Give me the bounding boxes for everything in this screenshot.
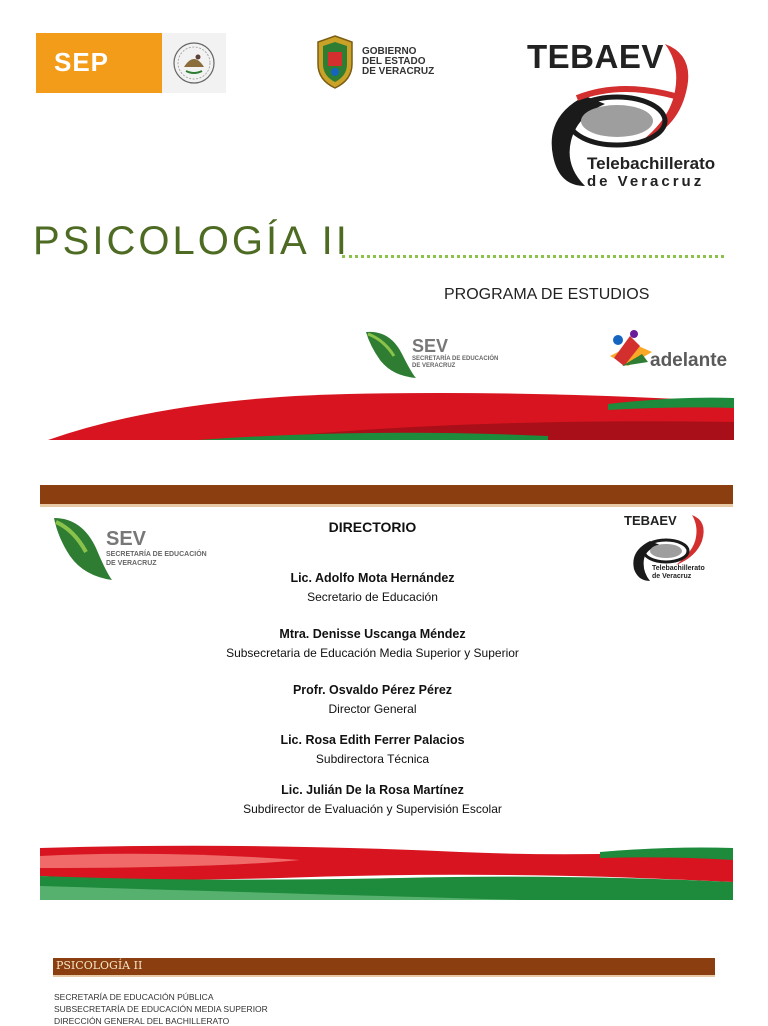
page-header-bar <box>53 958 715 975</box>
decorative-wave-2 <box>40 842 733 900</box>
gobierno-line-1: GOBIERNO <box>362 46 417 57</box>
page-header-bar-underline <box>53 975 715 977</box>
gobierno-line-3: DE VERACRUZ <box>362 66 435 77</box>
adelante-logo <box>604 326 730 378</box>
program-label: PROGRAMA DE ESTUDIOS <box>444 286 650 303</box>
tebaev-logo <box>525 36 725 191</box>
sev-directory-sub-line-1: SECRETARÍA DE EDUCACIÓN <box>106 551 207 558</box>
adelante-figures-icon <box>604 326 654 376</box>
adelante-text: adelante <box>650 350 728 371</box>
directory-role: Subdirector de Evaluación y Supervisión Escolar <box>243 802 502 816</box>
sev-sub-line-1: SECRETARÍA DE EDUCACIÓN <box>412 356 499 362</box>
directory-entry <box>0 733 745 766</box>
title-dotted-rule <box>342 255 724 258</box>
gobierno-line-2: DEL ESTADO <box>362 56 426 67</box>
sev-subtitle <box>412 356 498 370</box>
page-title: PSICOLOGÍA II <box>33 219 350 263</box>
sep-logo-text: SEP <box>54 47 110 77</box>
directory-name: Lic. Rosa Edith Ferrer Palacios <box>280 733 465 747</box>
directory-name: Lic. Adolfo Mota Hernández <box>290 571 455 585</box>
sev-directory-sub-line-2: DE VERACRUZ <box>106 560 157 567</box>
section-header-bar <box>40 485 733 504</box>
gobierno-text <box>362 47 434 77</box>
gobierno-veracruz-logo <box>312 34 442 90</box>
credits-line: DIRECCIÓN GENERAL DEL BACHILLERATO <box>54 1016 230 1026</box>
sev-logo <box>362 326 522 382</box>
directory-entry <box>0 627 745 660</box>
directory-name: Profr. Osvaldo Pérez Pérez <box>292 683 453 697</box>
directory-role: Subdirectora Técnica <box>315 752 430 766</box>
credits-line: SECRETARÍA DE EDUCACIÓN PÚBLICA <box>54 992 214 1002</box>
sev-text: SEV <box>412 336 449 356</box>
tebaev-subtitle-2: de Veracruz <box>587 173 705 190</box>
tebaev-small-sub-line-1: Telebachillerato <box>652 565 705 572</box>
directory-entry <box>0 783 745 816</box>
tebaev-title: TEBAEV <box>527 38 664 75</box>
veracruz-shield-icon <box>312 34 358 90</box>
tebaev-small-title: TEBAEV <box>624 513 677 528</box>
tebaev-small-sub-line-2: de Veracruz <box>652 573 692 580</box>
sep-logo <box>36 33 226 93</box>
decorative-wave-1 <box>48 388 734 442</box>
directory-entry <box>0 571 745 604</box>
directory-entry <box>0 683 745 716</box>
directory-name: Mtra. Denisse Uscanga Méndez <box>279 627 466 641</box>
tebaev-subtitle-1: Telebachillerato <box>587 154 716 173</box>
mexican-seal-icon <box>162 33 226 93</box>
sev-text-directory: SEV <box>106 528 147 550</box>
directory-name: Lic. Julián De la Rosa Martínez <box>281 783 464 797</box>
credits-line: SUBSECRETARÍA DE EDUCACIÓN MEDIA SUPERIOR <box>54 1004 268 1014</box>
section-header-bar-underline <box>40 504 733 507</box>
directory-role: Secretario de Educación <box>307 590 438 604</box>
sev-sub-line-2: DE VERACRUZ <box>412 363 456 369</box>
sev-subtitle-directory <box>106 550 207 568</box>
page-header-label: PSICOLOGÍA II <box>56 959 143 972</box>
sev-leaf-icon <box>362 326 418 382</box>
directory-role: Subsecretaria de Educación Media Superior y Superior <box>226 646 519 660</box>
directory-role: Director General <box>328 702 417 716</box>
directory-heading: DIRECTORIO <box>328 519 417 535</box>
